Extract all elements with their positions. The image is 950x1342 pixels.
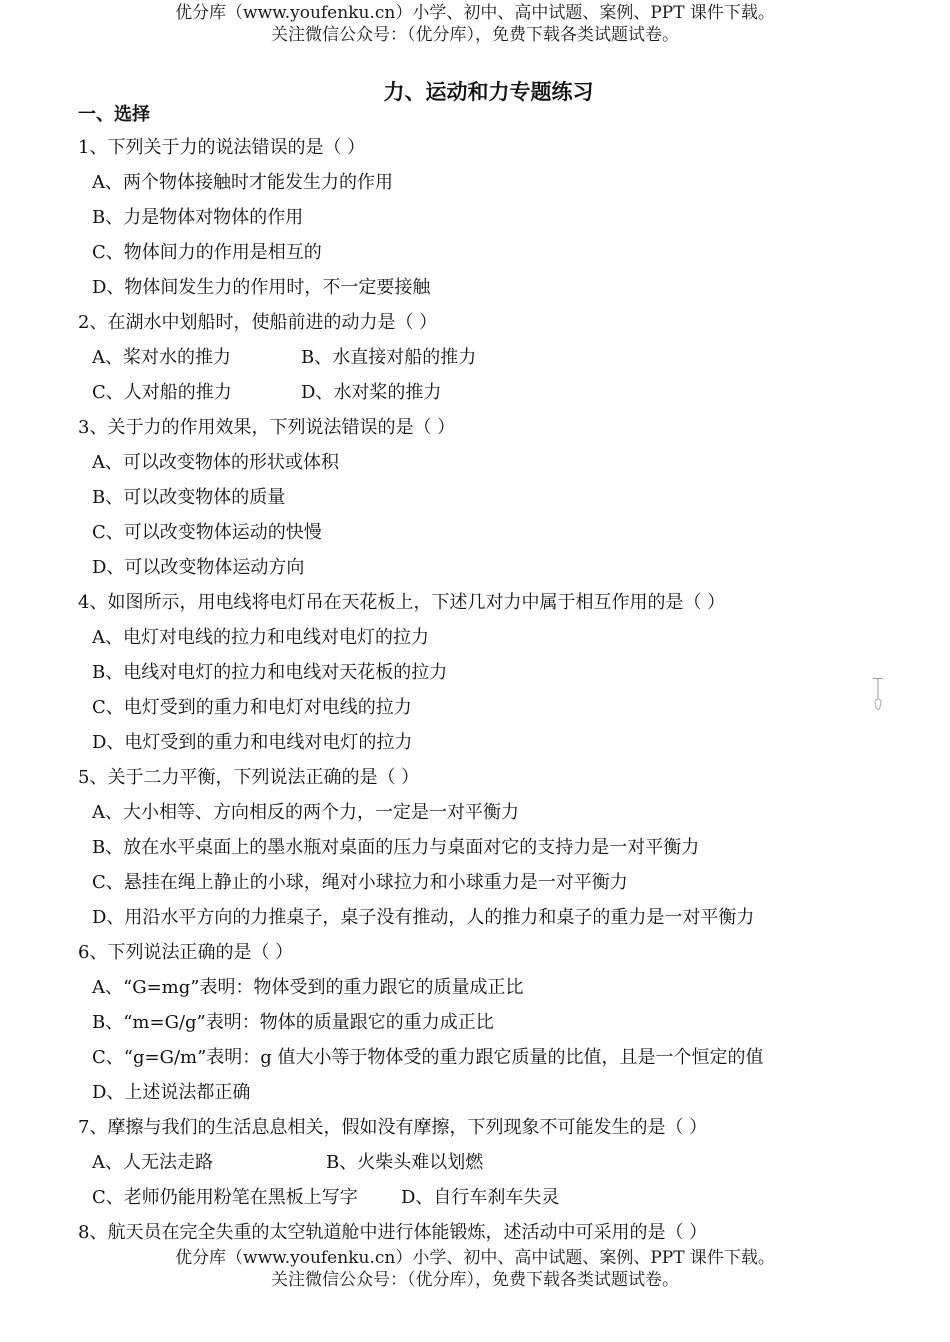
page-footer	[0, 1247, 950, 1291]
question-4-option-a: A、电灯对电线的拉力和电线对电灯的拉力	[92, 627, 429, 648]
question-2-option-d: D、水对桨的推力	[301, 382, 442, 403]
question-7-options-row-2	[78, 1180, 918, 1215]
question-2-stem: 2、在湖水中划船时，使船前进的动力是（ ）	[78, 312, 438, 333]
page-title: 力、运动和力专题练习	[383, 79, 594, 104]
question-3-option-b: B、可以改变物体的质量	[92, 487, 286, 508]
page-header	[0, 2, 950, 46]
question-8-stem: 8、航天员在完全失重的太空轨道舱中进行体能锻炼，述活动中可采用的是（ ）	[78, 1222, 708, 1243]
question-1-option-a: A、两个物体接触时才能发生力的作用	[92, 172, 393, 193]
question-5-option-a: A、大小相等、方向相反的两个力，一定是一对平衡力	[92, 802, 519, 823]
question-3-option-c: C、可以改变物体运动的快慢	[92, 522, 322, 543]
question-7-option-a: A、人无法走路	[92, 1152, 213, 1173]
question-3-option-d: D、可以改变物体运动方向	[92, 557, 305, 578]
header-line-1: 优分库（www.youfenku.cn）小学、初中、高中试题、案例、PPT 课件下载。	[175, 3, 775, 23]
question-5-stem: 5、关于二力平衡，下列说法正确的是（ ）	[78, 767, 420, 788]
question-7-option-c: C、老师仍能用粉笔在黑板上写字	[92, 1187, 358, 1208]
question-7-option-d: D、自行车刹车失灵	[401, 1187, 560, 1208]
question-6-stem: 6、下列说法正确的是（ ）	[78, 942, 294, 963]
hanging-lamp-figure	[870, 677, 886, 713]
question-4-option-b: B、电线对电灯的拉力和电线对天花板的拉力	[92, 662, 448, 683]
question-7-option-b: B、火柴头难以划燃	[326, 1152, 484, 1173]
lamp-bulb-icon	[875, 699, 881, 710]
question-5-option-d: D、用沿水平方向的力推桌子，桌子没有推动，人的推力和桌子的重力是一对平衡力	[92, 907, 755, 928]
question-7-stem: 7、摩擦与我们的生活息息相关，假如没有摩擦，下列现象不可能发生的是（ ）	[78, 1117, 708, 1138]
question-2-option-a: A、桨对水的推力	[92, 347, 231, 368]
header-line-2: 关注微信公众号：（优分库），免费下载各类试题试卷。	[271, 25, 679, 45]
question-1-option-c: C、物体间力的作用是相互的	[92, 242, 322, 263]
question-6-option-a: A、“G=mg”表明：物体受到的重力跟它的质量成正比	[92, 977, 524, 998]
question-3-stem: 3、关于力的作用效果，下列说法错误的是（ ）	[78, 417, 456, 438]
section-heading: 一、选择	[78, 104, 150, 125]
question-list	[78, 130, 918, 1250]
footer-line-2: 关注微信公众号：（优分库），免费下载各类试题试卷。	[271, 1270, 679, 1290]
question-6-option-c: C、“g=G/m”表明：g 值大小等于物体受的重力跟它质量的比值，且是一个恒定的值	[92, 1047, 764, 1068]
question-6-option-d: D、上述说法都正确	[92, 1082, 251, 1103]
footer-line-1: 优分库（www.youfenku.cn）小学、初中、高中试题、案例、PPT 课件下载。	[175, 1248, 775, 1268]
question-2-options-row-1	[78, 340, 918, 375]
question-3-option-a: A、可以改变物体的形状或体积	[92, 452, 339, 473]
question-6-option-b: B、“m=G/g”表明：物体的质量跟它的重力成正比	[92, 1012, 494, 1033]
question-1-option-b: B、力是物体对物体的作用	[92, 207, 304, 228]
question-2-option-b: B、水直接对船的推力	[301, 347, 477, 368]
question-5-option-b: B、放在水平桌面上的墨水瓶对桌面的压力与桌面对它的支持力是一对平衡力	[92, 837, 700, 858]
question-5-option-c: C、悬挂在绳上静止的小球，绳对小球拉力和小球重力是一对平衡力	[92, 872, 628, 893]
question-4-stem: 4、如图所示，用电线将电灯吊在天花板上，下述几对力中属于相互作用的是（ ）	[78, 592, 726, 613]
question-1-stem: 1、下列关于力的说法错误的是（ ）	[78, 137, 366, 158]
question-1-option-d: D、物体间发生力的作用时，不一定要接触	[92, 277, 431, 298]
question-4-option-c: C、电灯受到的重力和电灯对电线的拉力	[92, 697, 412, 718]
question-4-option-d: D、电灯受到的重力和电线对电灯的拉力	[92, 732, 413, 753]
question-2-options-row-2	[78, 375, 918, 410]
question-7-options-row-1	[78, 1145, 918, 1180]
question-2-option-c: C、人对船的推力	[92, 382, 232, 403]
